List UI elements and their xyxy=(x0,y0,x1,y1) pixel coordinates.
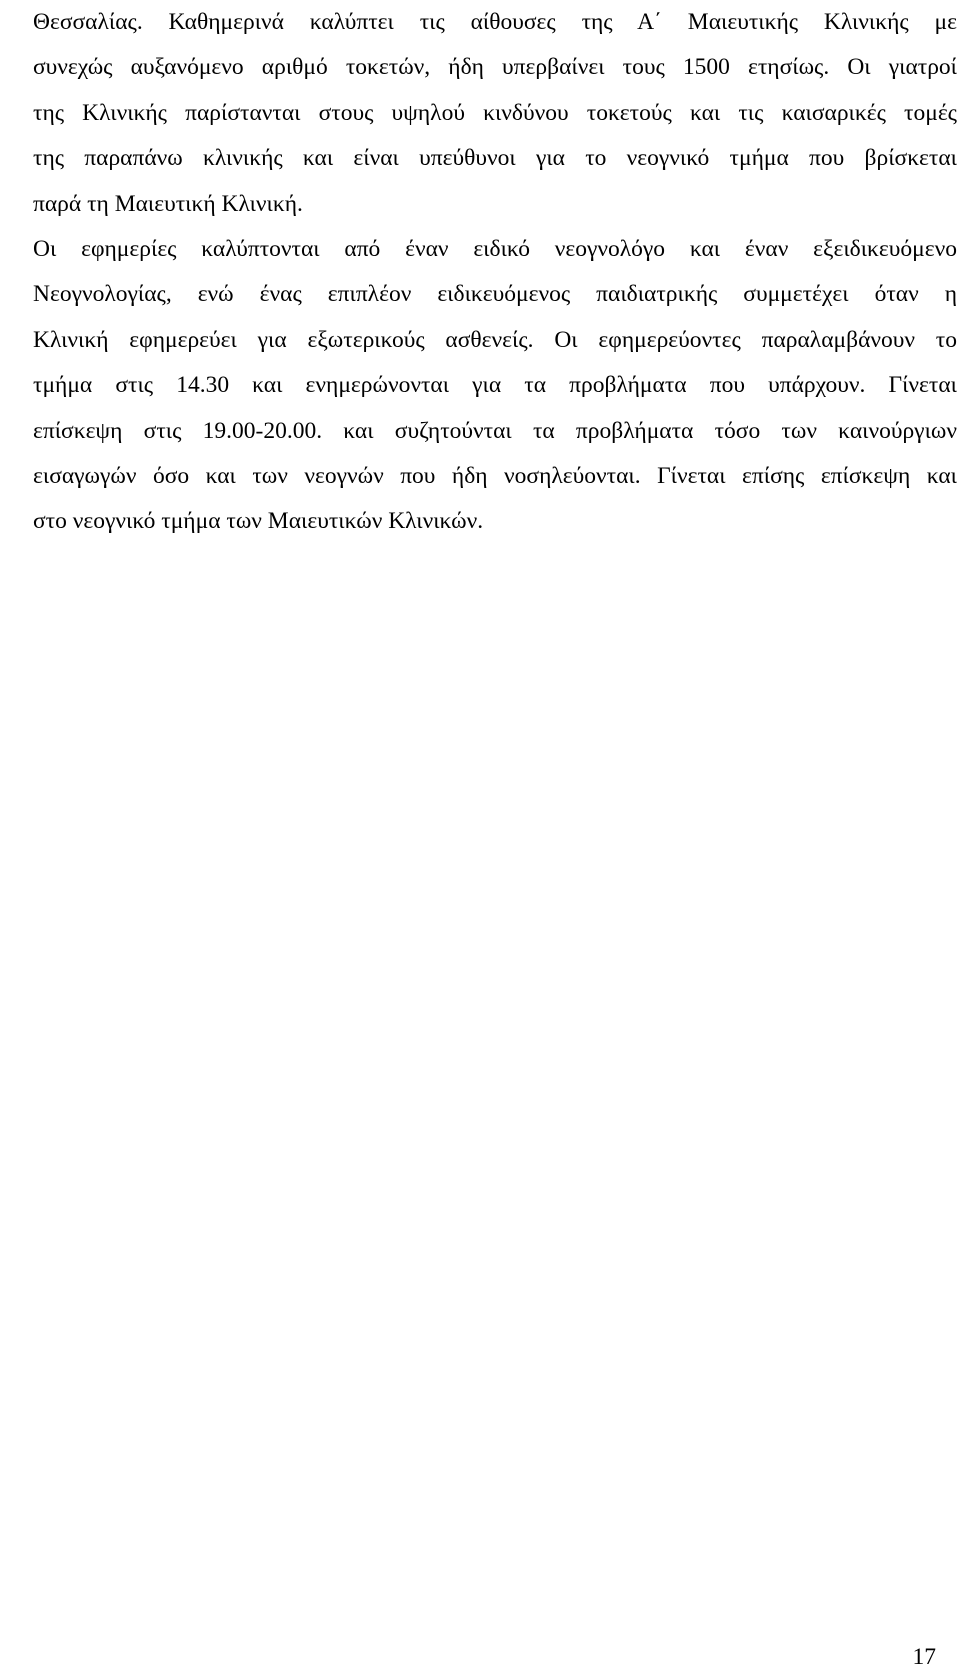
text-line: παρά τη Μαιευτική Κλινική. xyxy=(33,190,303,217)
text-line: Θεσσαλίας. Καθημερινά καλύπτει τις αίθουσες της Α΄ Μαιευτικής Κλινικής με xyxy=(33,9,957,35)
text-line: τμήμα στις 14.30 και ενημερώνονται για τα προβλήματα που υπάρχουν. Γίνεται xyxy=(33,372,957,399)
text-line: Νεογνολογίας, ενώ ένας επιπλέον ειδικευόμενος παιδιατρικής συμμετέχει όταν η xyxy=(33,281,957,308)
text-line: επίσκεψη στις 19.00-20.00. και συζητούνται τα προβλήματα τόσο των καινούργιων xyxy=(33,417,957,444)
body-text xyxy=(33,0,957,545)
page-number: 17 xyxy=(912,1644,936,1670)
text-line: συνεχώς αυξανόμενο αριθμό τοκετών, ήδη υπερβαίνει τους 1500 ετησίως. Οι γιατροί xyxy=(33,54,957,81)
text-line: εισαγωγών όσο και των νεογνών που ήδη νοσηλεύονται. Γίνεται επίσης επίσκεψη και xyxy=(33,462,957,489)
text-line: Κλινική εφημερεύει για εξωτερικούς ασθενείς. Οι εφημερεύοντες παραλαμβάνουν το xyxy=(33,326,957,353)
text-line: Οι εφημερίες καλύπτονται από έναν ειδικό νεογνολόγο και έναν εξειδικευόμενο xyxy=(33,235,957,262)
text-line: της παραπάνω κλινικής και είναι υπεύθυνοι για το νεογνικό τμήμα που βρίσκεται xyxy=(33,145,957,172)
text-line: στο νεογνικό τμήμα των Μαιευτικών Κλινικών. xyxy=(33,508,484,535)
text-line: της Κλινικής παρίστανται στους υψηλού κινδύνου τοκετούς και τις καισαρικές τομές xyxy=(33,99,957,126)
